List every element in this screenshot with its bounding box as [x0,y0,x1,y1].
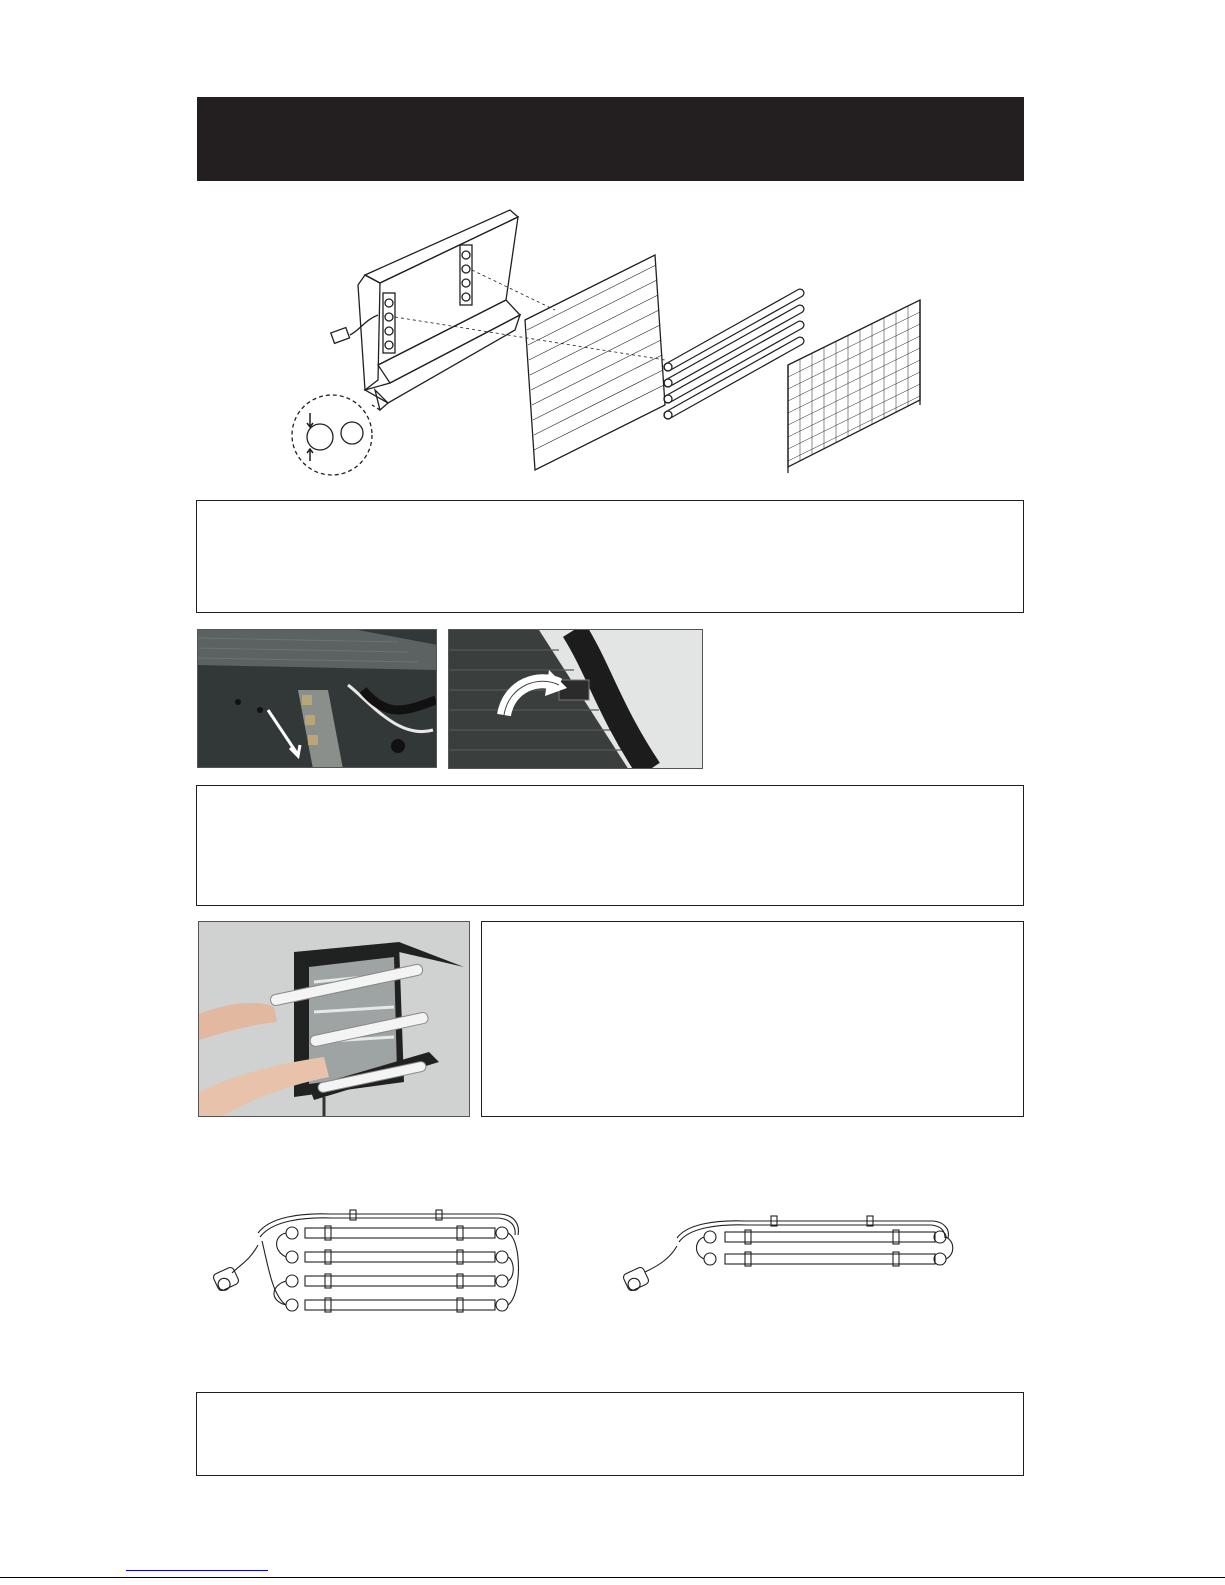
photo-inserting-tubes [198,921,470,1117]
wiring-diagram-4-tube [210,1205,530,1325]
exploded-view-diagram [280,205,930,485]
instruction-box-4 [196,1392,1024,1476]
wiring-diagram-2-tube [615,1210,955,1305]
instruction-box-3 [481,921,1024,1117]
footer-link-underline[interactable] [126,1570,268,1571]
instruction-box-2 [196,785,1024,906]
photo-cable-clamp [448,629,703,769]
section-header-bar [197,97,1024,181]
footer-rule [0,1577,1225,1578]
photo-lampholder-rail [197,629,437,768]
instruction-box-1 [196,500,1024,613]
